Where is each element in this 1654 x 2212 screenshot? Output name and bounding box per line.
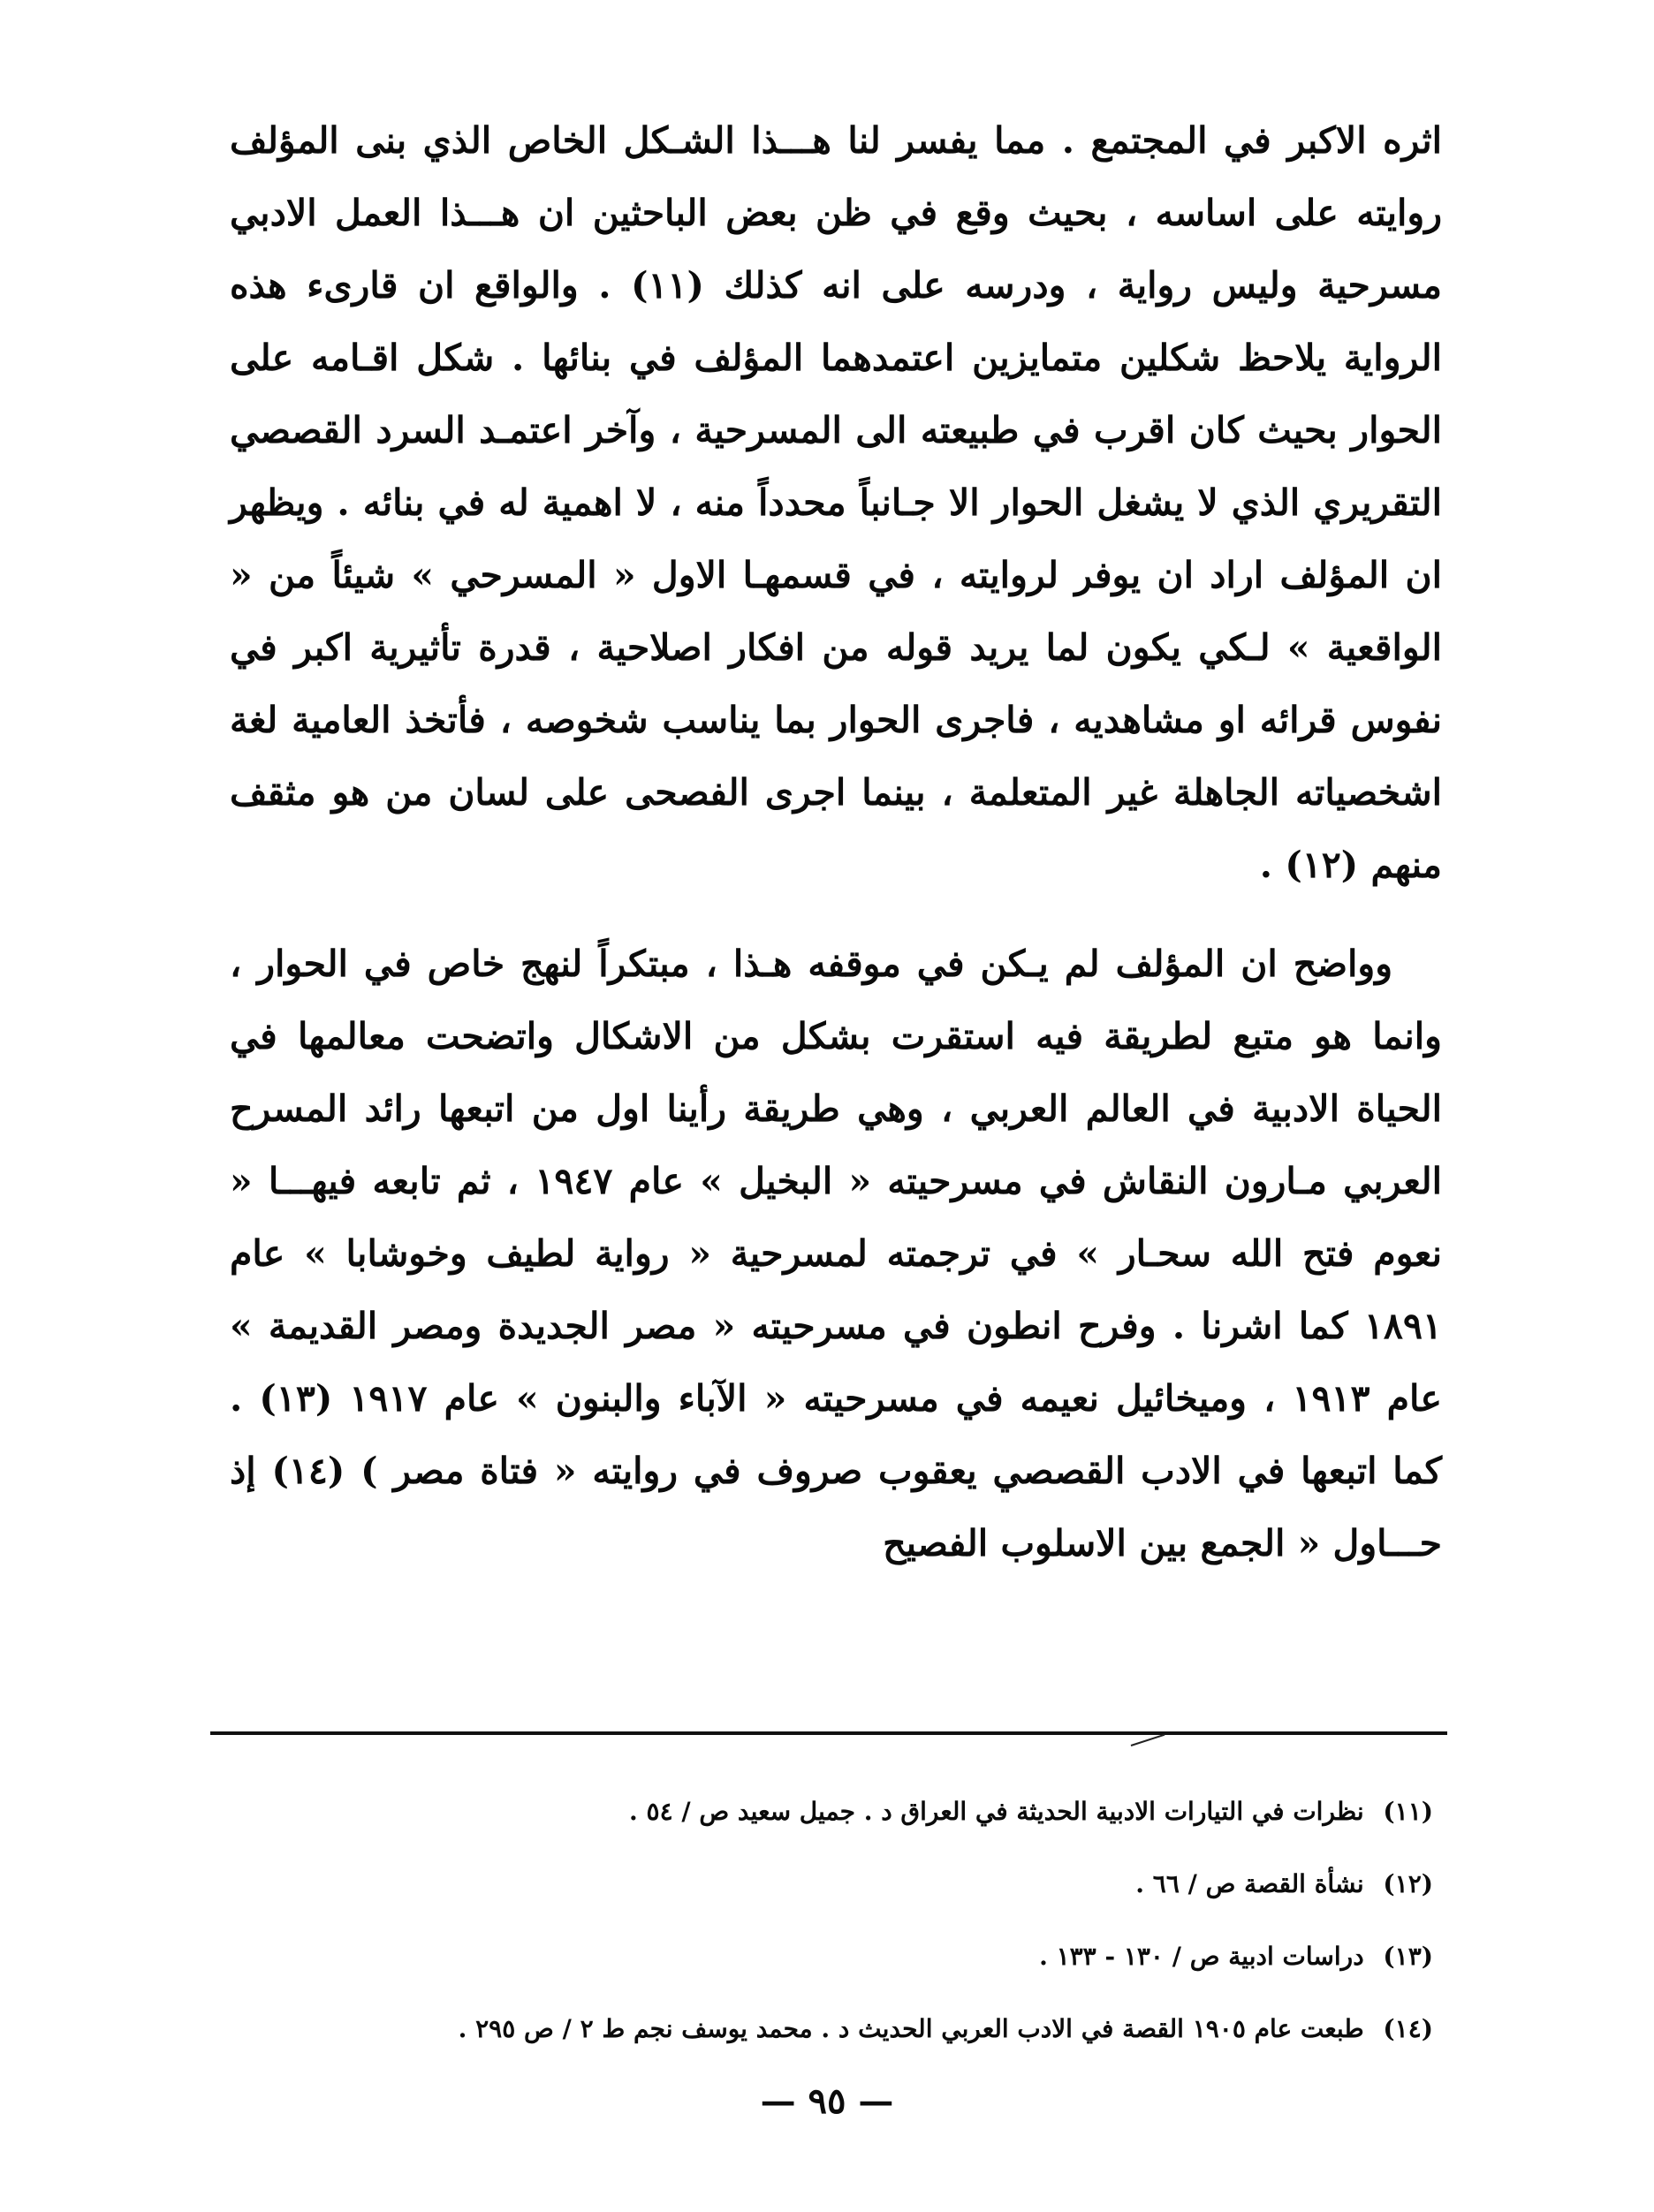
footnotes: [214, 1776, 1433, 2065]
footnote-number: (١٣): [1383, 1942, 1433, 1971]
footnote-11: [214, 1776, 1433, 1848]
footnote-text: طبعت عام ١٩٠٥ القصة في الادب العربي الحديث د . محمد يوسف نجم ط ٢ / ص ٢٩٥ .: [458, 2014, 1364, 2043]
paragraph-2: وواضح ان المؤلف لم يـكن في موقفه هـذا ، مبتكراً لنهج خاص في الحوار ، وانما هو متبع لطريقة فيه استقرت بشكل من الاشكال واتضحت معالمها في الحياة الادبية في العالم العربي ، وهي طريقة رأينا اول من اتبعها رائد المسرح العربي مـارون النقاش في مسرحيته « البخيل » عام ١٩٤٧ ، ثم تابعه فيهـــا « نعوم فتح الله سحـار » في ترجمته لمسرحية « رواية لطيف وخوشابا » عام ١٨٩١ كما اشرنا . وفرح انطون في مسرحيته « مصر الجديدة ومصر القديمة » عام ١٩١٣ ، وميخائيل نعيمه في مسرحيته « الآباء والبنون » عام ١٩١٧ (١٣) . كما اتبعها في الادب القصصي يعقوب صروف في روايته « فتاة مصر ) (١٤) إذ حـــاول « الجمع بين الاسلوب الفصيح: [230, 943, 1443, 1564]
footnote-separator: [210, 1731, 1447, 1735]
footnote-12: [214, 1848, 1433, 1920]
footnote-13: [214, 1920, 1433, 1993]
footnote-text: دراسات ادبية ص / ١٣٠ - ١٣٣ .: [1039, 1942, 1364, 1971]
footnote-number: (١٤): [1383, 2014, 1433, 2043]
main-text: [230, 104, 1442, 1579]
footnote-14: [214, 1993, 1433, 2065]
footnote-number: (١٢): [1383, 1869, 1433, 1898]
paragraph-1: اثره الاكبر في المجتمع . مما يفسر لنا هـــذا الشـكل الخاص الذي بنى المؤلف روايته على اساسه ، بحيث وقع في ظن بعض الباحثين ان هـــذا العمل الادبي مسرحية وليس رواية ، ودرسه على انه كذلك (١١) . والواقع ان قارىء هذه الرواية يلاحظ شكلين متمايزين اعتمدهما المؤلف في بنائها . شكل اقـامه على الحوار بحيث كان اقرب في طبيعته الى المسرحية ، وآخر اعتمـد السرد القصصي التقريري الذي لا يشغل الحوار الا جـانباً محدداً منه ، لا اهمية له في بنائه . ويظهر ان المؤلف اراد ان يوفر لروايته ، في قسمهـا الاول « المسرحي » شيئاً من « الواقعية » لـكي يكون لما يريد قوله من افكار اصلاحية ، قدرة تأثيرية اكبر في نفوس قرائه او مشاهديه ، فاجرى الحوار بما يناسب شخوصه ، فأتخذ العامية لغة اشخصياته الجاهلة غير المتعلمة ، بينما اجرى الفصحى على لسان من هو مثقف منهم (١٢) .: [230, 119, 1442, 886]
footnote-text: نشأة القصة ص / ٦٦ .: [1135, 1869, 1364, 1898]
footnote-number: (١١): [1383, 1797, 1433, 1826]
page-number: — ٩٥ —: [760, 2080, 894, 2122]
separator-mark: [1131, 1734, 1165, 1746]
footnote-text: نظرات في التيارات الادبية الحديثة في العراق د . جميل سعيد ص / ٥٤ .: [629, 1797, 1364, 1826]
